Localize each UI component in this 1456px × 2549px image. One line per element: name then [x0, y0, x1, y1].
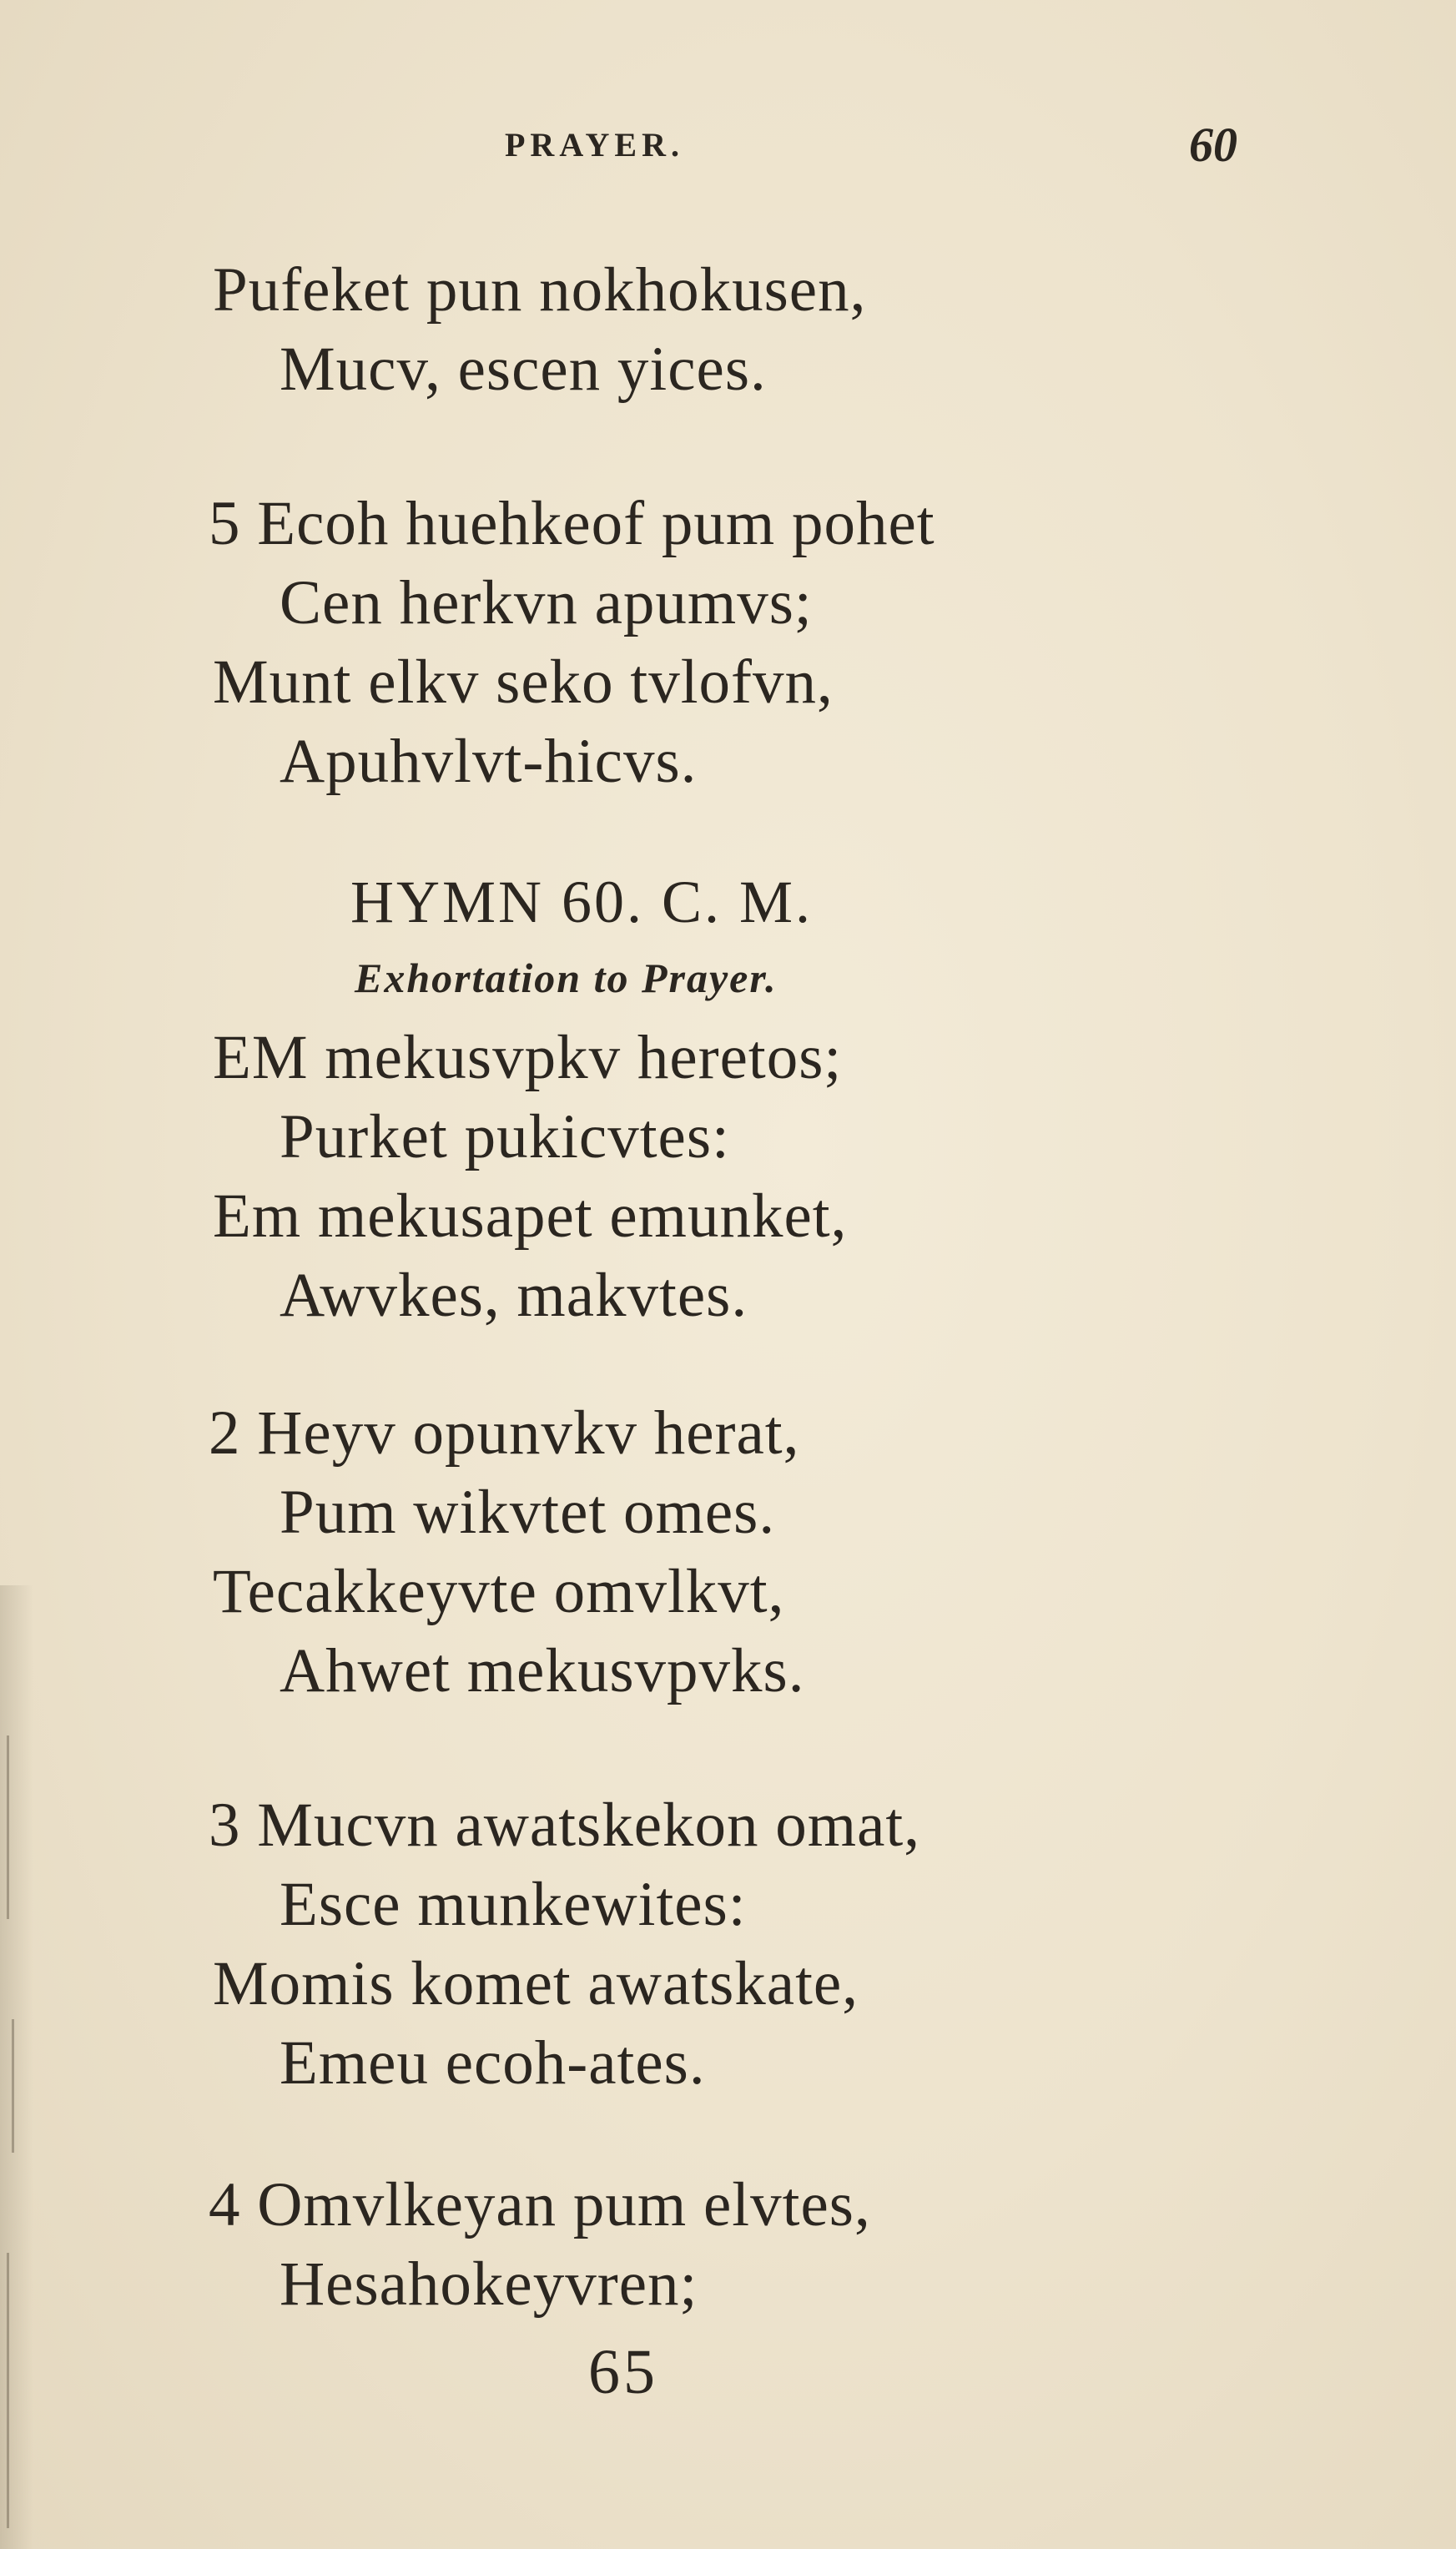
- hymn-subtitle: Exhortation to Prayer.: [355, 955, 778, 1001]
- verse-line: Awvkes, makvtes.: [280, 1261, 748, 1330]
- signature-mark: 65: [588, 2337, 658, 2407]
- verse-line: Cen herkvn apumvs;: [280, 568, 813, 637]
- verse-line: Tecakkeyvte omvlkvt,: [213, 1557, 785, 1626]
- verse-line: Apuhvlvt-hicvs.: [280, 727, 698, 796]
- verse-line: Pufeket pun nokhokusen,: [213, 255, 867, 325]
- running-head: PRAYER.: [505, 126, 684, 164]
- verse-line: Ahwet mekusvpvks.: [280, 1636, 805, 1705]
- binding-edge-line: [7, 1735, 9, 1919]
- verse-line: Purket pukicvtes:: [280, 1102, 730, 1171]
- verse-line: Emeu ecoh-ates.: [280, 2028, 706, 2098]
- page-number: 60: [1189, 118, 1237, 172]
- verse-line: Em mekusapet emunket,: [213, 1181, 848, 1251]
- hymn-title: HYMN 60. C. M.: [350, 869, 814, 935]
- verse-line: 4 Omvlkeyan pum elvtes,: [209, 2170, 871, 2239]
- verse-line: 3 Mucvn awatskekon omat,: [209, 1791, 920, 1860]
- verse-line: Momis komet awatskate,: [213, 1949, 859, 2018]
- binding-edge-line: [12, 2019, 14, 2153]
- verse-line: Munt elkv seko tvlofvn,: [213, 647, 834, 717]
- verse-line: Hesahokeyvren;: [280, 2249, 698, 2319]
- verse-line: Pum wikvtet omes.: [280, 1478, 776, 1547]
- verse-line: Esce munkewites:: [280, 1870, 747, 1939]
- verse-line: 5 Ecoh huehkeof pum pohet: [209, 489, 935, 558]
- binding-edge-line: [7, 2253, 9, 2528]
- verse-line: EM mekusvpkv heretos;: [213, 1023, 843, 1092]
- binding-gutter-shadow: [0, 1585, 33, 2549]
- verse-line: 2 Heyv opunvkv herat,: [209, 1398, 800, 1468]
- verse-line: Mucv, escen yices.: [280, 335, 767, 404]
